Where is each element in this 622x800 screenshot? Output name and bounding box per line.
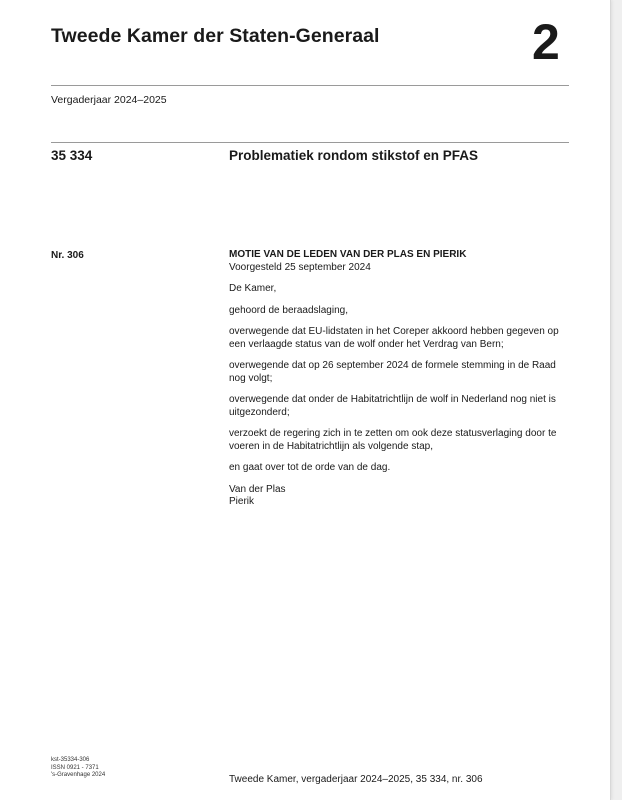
dossier-number: 35 334 bbox=[51, 148, 93, 163]
signer-name: Van der Plas bbox=[229, 483, 286, 495]
motion-signers bbox=[229, 484, 569, 509]
colophon bbox=[51, 757, 105, 780]
colophon-issn: ISSN 0921 - 7371 bbox=[51, 764, 99, 771]
motion-number: Nr. 306 bbox=[51, 250, 84, 261]
session-year: Vergaderjaar 2024–2025 bbox=[51, 94, 167, 106]
motion-paragraph: De Kamer, bbox=[229, 283, 277, 294]
header-divider bbox=[51, 85, 569, 86]
dossier-divider bbox=[51, 142, 569, 143]
motion-body bbox=[229, 249, 569, 509]
motion-paragraph: overwegende dat EU-lidstaten in het Coreper akkoord hebben gegeven op een verlaagde status van de wolf onder het Verdrag van Bern; bbox=[229, 326, 559, 350]
motion-proposed-date: Voorgesteld 25 september 2024 bbox=[229, 261, 371, 273]
motion-paragraph: verzoekt de regering zich in te zetten om ook deze statusverlaging door te voeren in de Habitatrichtlijn als volgende stap, bbox=[229, 428, 557, 452]
motion-paragraph: en gaat over tot de orde van de dag. bbox=[229, 462, 391, 473]
motion-paragraph: overwegende dat onder de Habitatrichtlijn de wolf in Nederland nog niet is uitgezonderd; bbox=[229, 394, 556, 418]
colophon-place-year: 's-Gravenhage 2024 bbox=[51, 772, 106, 778]
motion-paragraph: overwegende dat op 26 september 2024 de formele stemming in de Raad nog volgt; bbox=[229, 360, 556, 384]
signer-name: Pierik bbox=[229, 496, 255, 507]
motion-paragraph: gehoord de beraadslaging, bbox=[229, 304, 348, 316]
page-footer: Tweede Kamer, vergaderjaar 2024–2025, 35 334, nr. 306 bbox=[229, 774, 483, 785]
colophon-document-id: kst-35334-306 bbox=[51, 757, 90, 763]
motion-title: MOTIE VAN DE LEDEN VAN DER PLAS EN PIERIK bbox=[229, 249, 467, 260]
page-number: 2 bbox=[532, 14, 560, 70]
dossier-title: Problematiek rondom stikstof en PFAS bbox=[229, 148, 479, 163]
document-header-title: Tweede Kamer der Staten-Generaal bbox=[51, 25, 380, 47]
